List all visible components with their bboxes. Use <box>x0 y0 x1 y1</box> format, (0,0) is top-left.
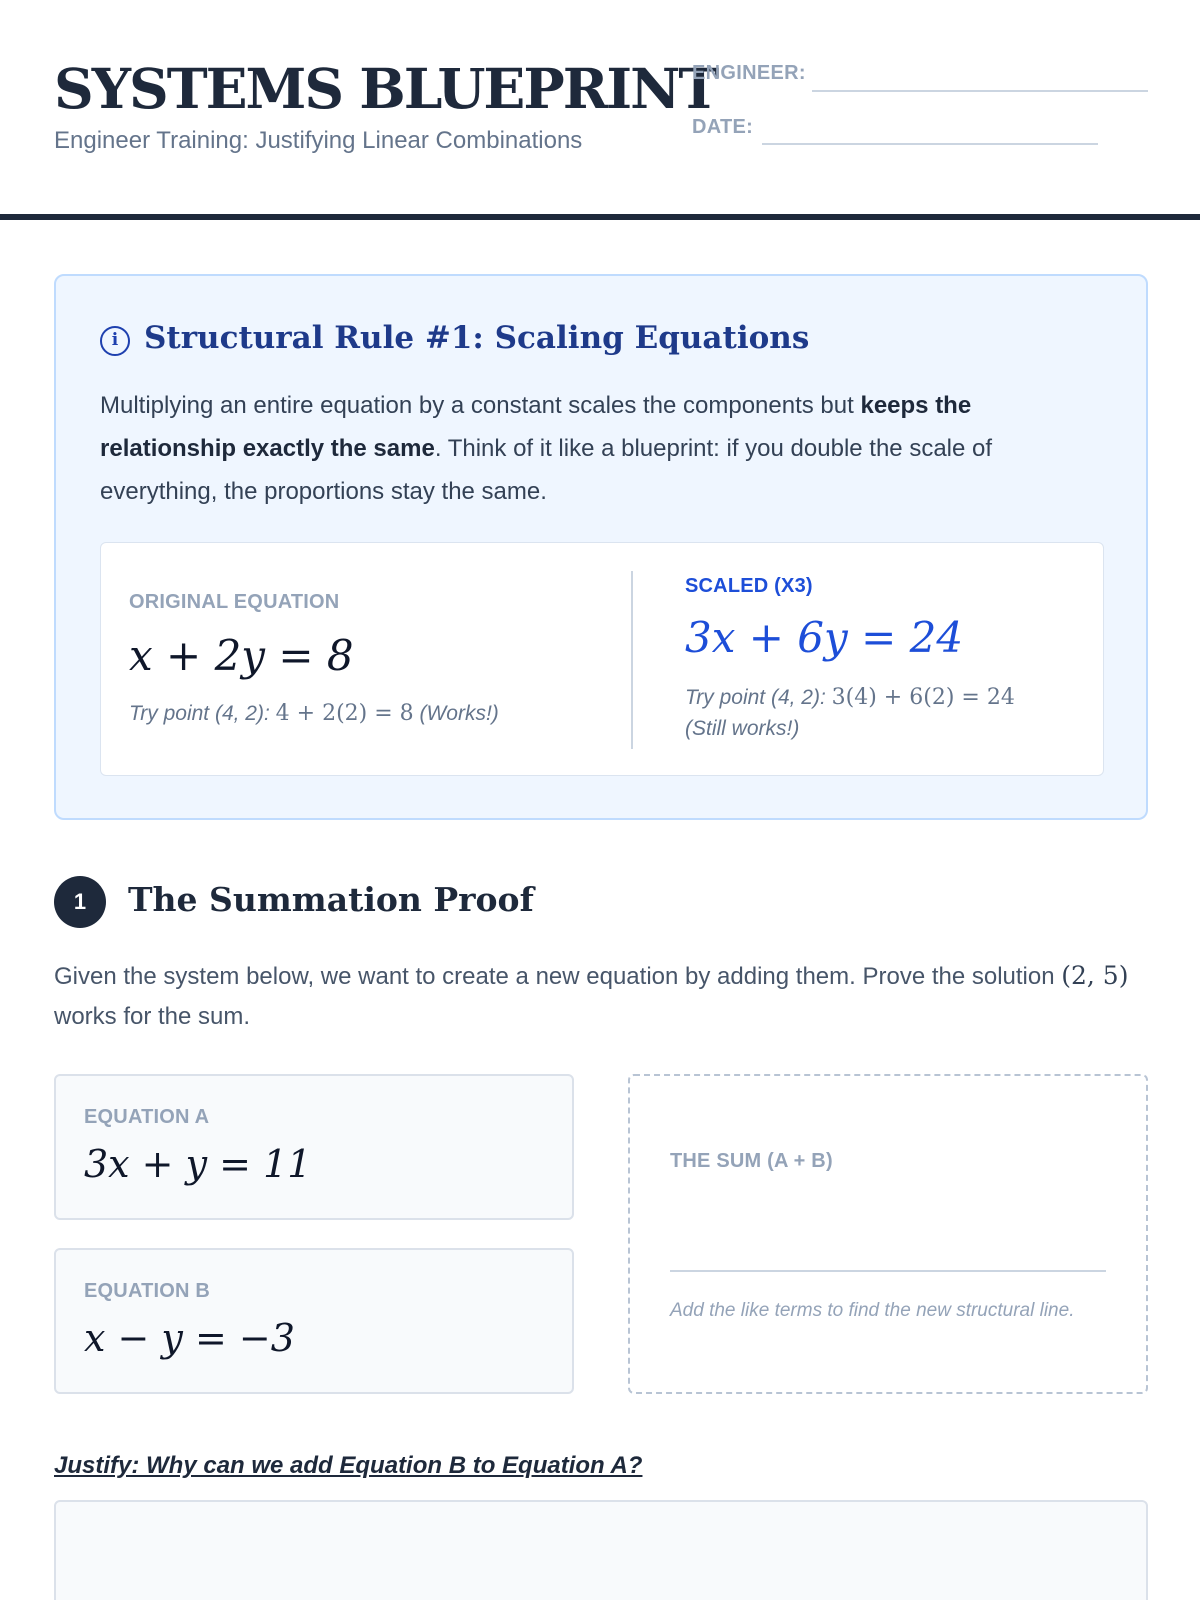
step-title: The Summation Proof <box>128 880 534 919</box>
rule-description <box>100 384 1090 513</box>
scaled-try-prefix: Try point (4, 2): <box>685 686 832 709</box>
original-try-suffix: (Works!) <box>413 702 499 725</box>
rule-text-emphasis: keeps the relationship exactly the same <box>100 392 972 462</box>
scaled-try-math: 3(4) + 6(2) = 24 <box>831 685 1015 710</box>
sum-answer-line[interactable] <box>670 1270 1106 1272</box>
rule-title: Structural Rule #1: Scaling Equations <box>144 320 810 356</box>
original-equation-label: ORIGINAL EQUATION <box>129 591 340 613</box>
date-field[interactable] <box>762 143 1098 145</box>
step-intro-start: Given the system below, we want to create a new equation by adding them. Prove the solution <box>54 963 1062 990</box>
justify-answer-box[interactable] <box>54 1500 1148 1600</box>
scaled-equation: 3x + 6y = 24 <box>685 613 964 662</box>
equation-a-label: EQUATION A <box>84 1106 210 1128</box>
page-subtitle: Engineer Training: Justifying Linear Combinations <box>54 127 583 154</box>
engineer-field[interactable] <box>812 90 1148 92</box>
sum-hint: Add the like terms to find the new structural line. <box>670 1300 1075 1321</box>
scaled-try-point <box>685 685 1015 710</box>
original-try-point <box>129 701 499 726</box>
solution-point: (2, 5) <box>1061 961 1129 990</box>
original-equation: x + 2y = 8 <box>129 631 354 680</box>
page-header <box>0 0 1200 220</box>
step-intro <box>54 956 1154 1037</box>
rule-text-end: . Think of it like a blueprint: if you double the scale of everything, the proportions stay the same. <box>100 435 993 505</box>
page-title: SYSTEMS BLUEPRINT <box>54 56 718 121</box>
structural-rule-box <box>54 274 1148 820</box>
original-try-prefix: Try point (4, 2): <box>129 702 276 725</box>
scaling-example-card <box>100 542 1104 776</box>
equation-a-card <box>54 1074 574 1220</box>
sum-label: THE SUM (A + B) <box>670 1150 833 1172</box>
step-intro-end: works for the sum. <box>54 1003 251 1030</box>
step-number-badge: 1 <box>54 876 106 928</box>
equation-b-card <box>54 1248 574 1394</box>
info-icon: i <box>100 326 130 356</box>
date-label: DATE: <box>692 116 754 138</box>
original-try-math: 4 + 2(2) = 8 <box>275 701 414 726</box>
engineer-label: ENGINEER: <box>692 62 806 84</box>
rule-text-start: Multiplying an entire equation by a constant scales the components but <box>100 392 861 419</box>
justify-prompt: Justify: Why can we add Equation B to Equation A? <box>54 1452 643 1479</box>
equation-b: x − y = −3 <box>84 1316 295 1360</box>
scaled-equation-label: SCALED (X3) <box>685 575 813 597</box>
equation-a: 3x + y = 11 <box>84 1142 312 1186</box>
card-divider <box>631 571 633 749</box>
sum-answer-box[interactable] <box>628 1074 1148 1394</box>
equation-b-label: EQUATION B <box>84 1280 211 1302</box>
scaled-try-suffix: (Still works!) <box>685 717 800 740</box>
